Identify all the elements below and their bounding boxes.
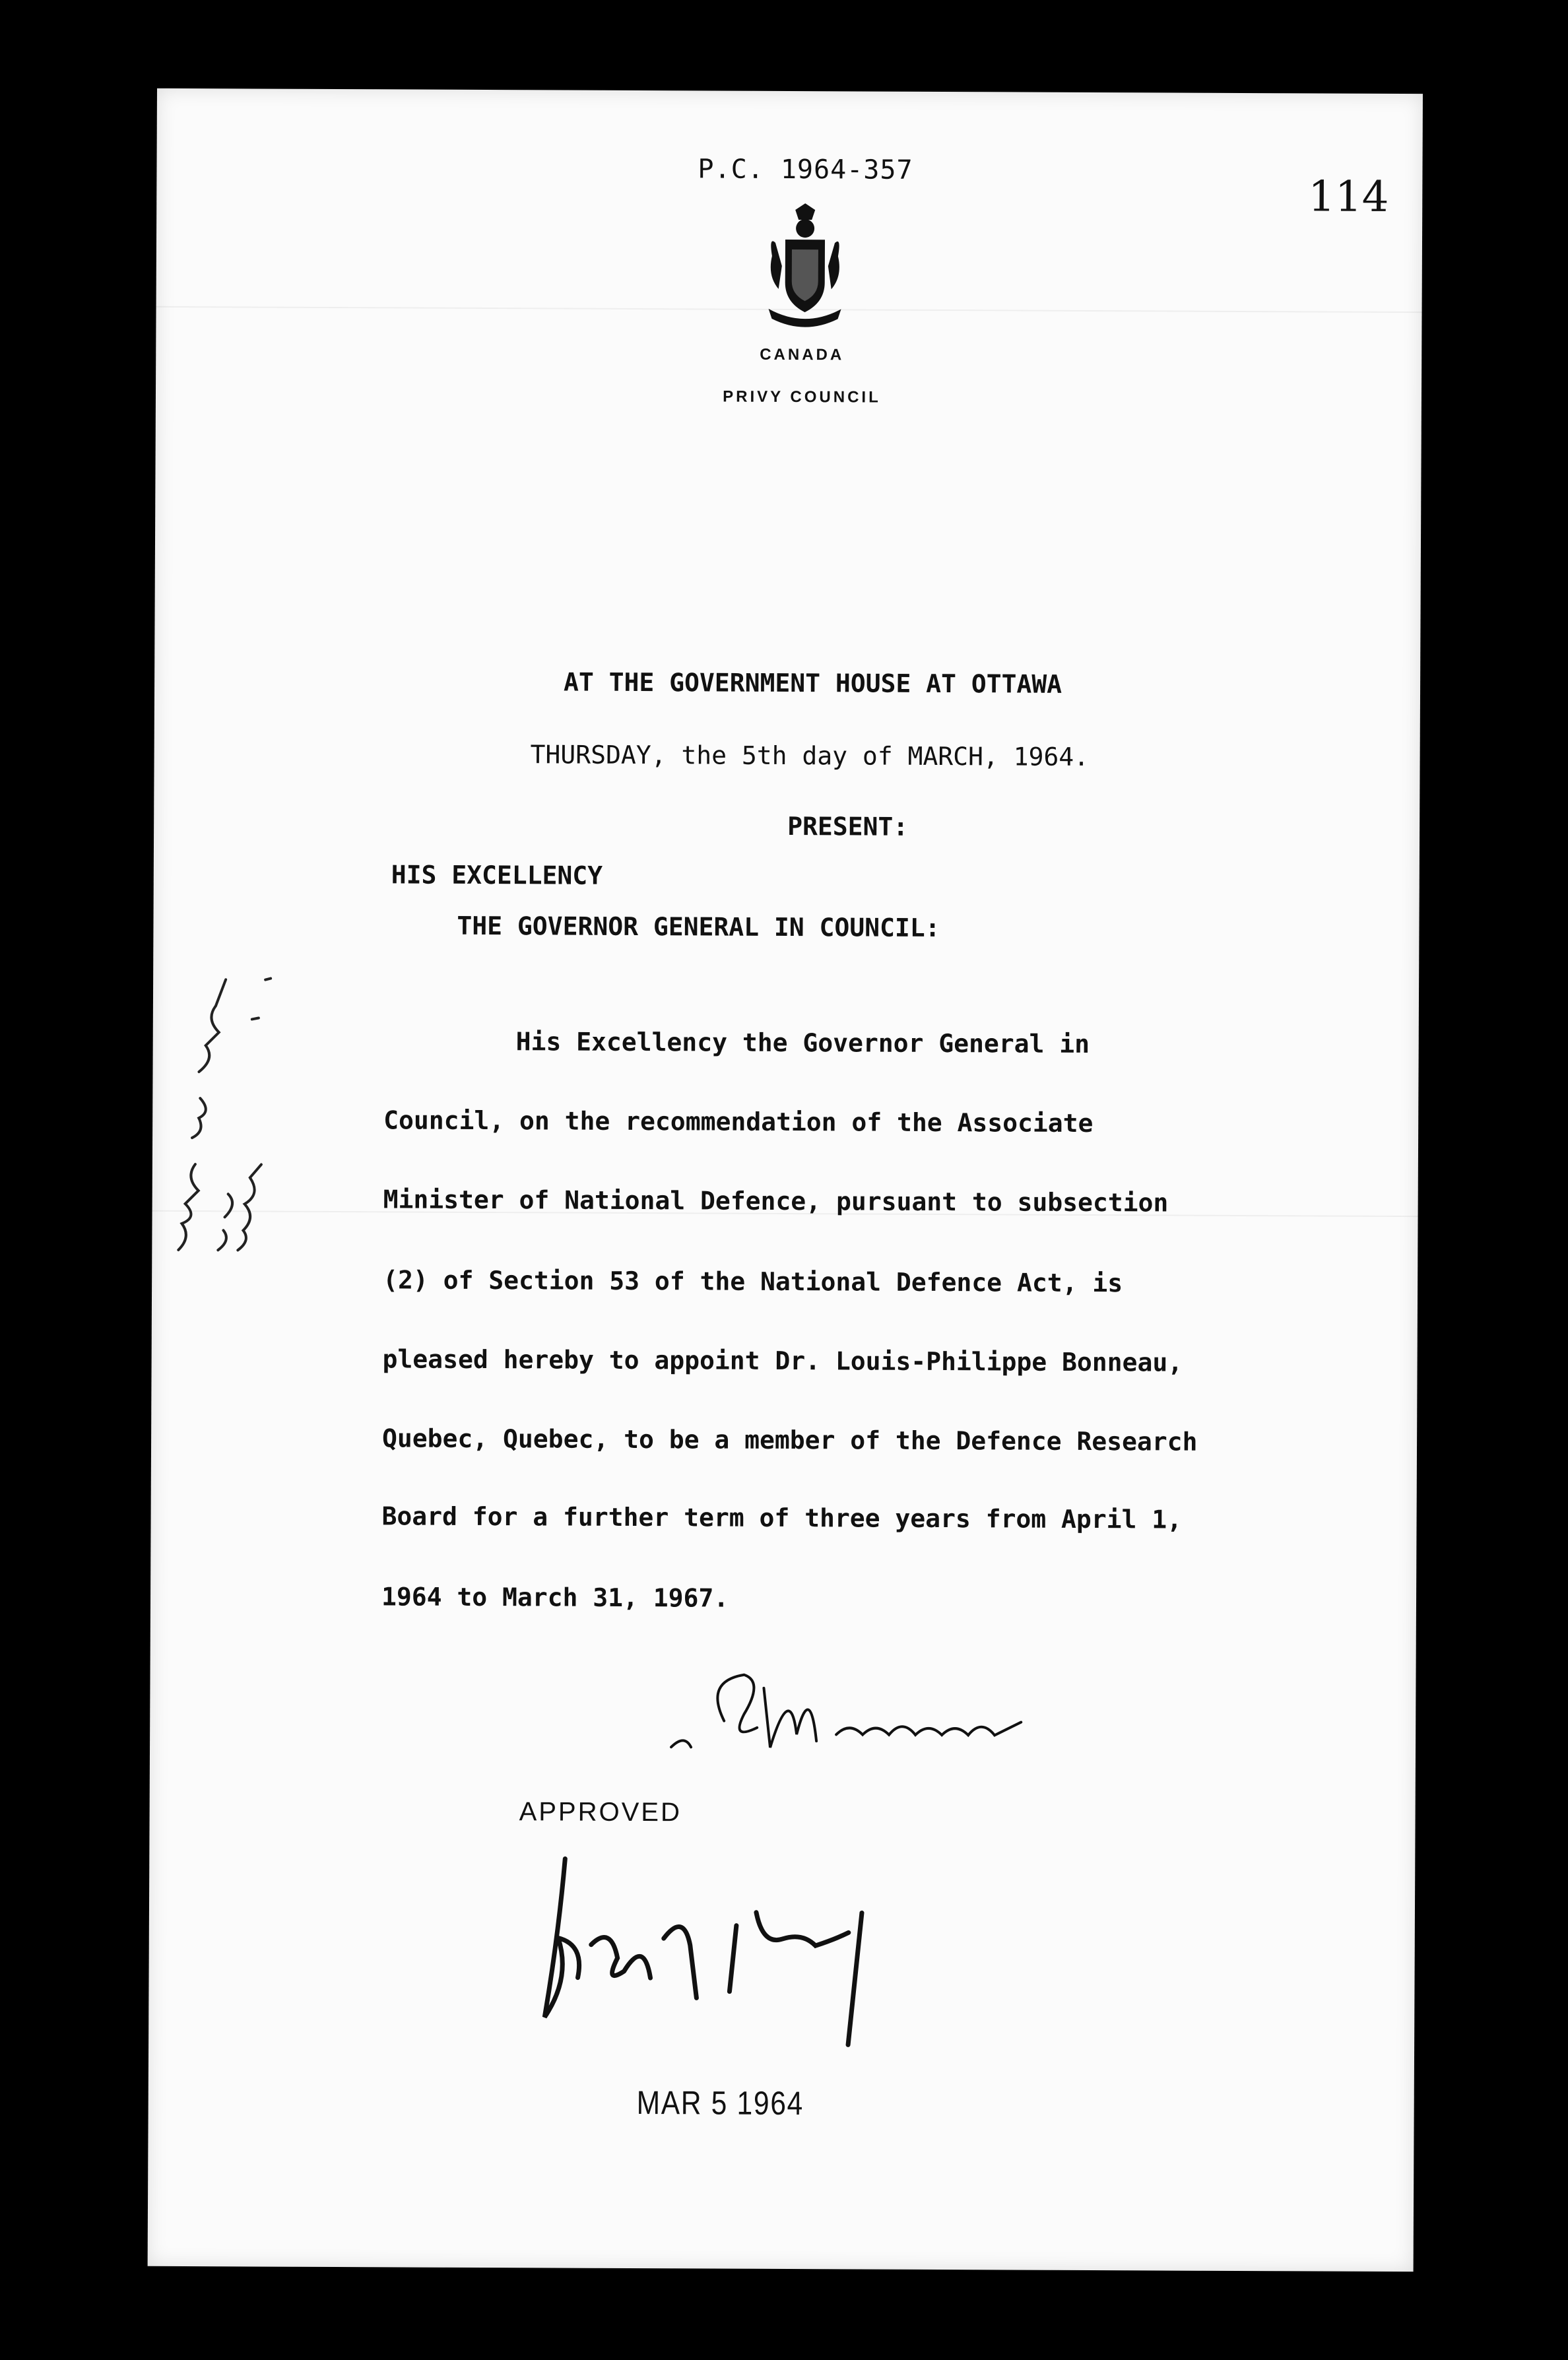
minister-signature: [665, 1655, 1035, 1775]
body-line: His Excellency the Governor General in: [515, 1027, 1090, 1059]
body-line: Minister of National Defence, pursuant to subsection: [383, 1185, 1169, 1218]
coat-of-arms-icon: [755, 203, 855, 336]
body-line: pleased hereby to appoint Dr. Louis-Philippe Bonneau,: [382, 1344, 1183, 1377]
governor-signature: [518, 1845, 888, 2058]
body-line: Council, on the recommendation of the Associate: [383, 1105, 1094, 1138]
body-line: 1964 to March 31, 1967.: [381, 1582, 729, 1613]
document-page: [148, 88, 1423, 2272]
body-line: Quebec, Quebec, to be a member of the Defence Research: [381, 1424, 1198, 1457]
pc-number: P.C. 1964-357: [698, 154, 913, 185]
body-line: Board for a further term of three years from April 1,: [381, 1501, 1183, 1534]
body-line: (2) of Section 53 of the National Defence Act, is: [383, 1265, 1123, 1298]
office-label: PRIVY COUNCIL: [723, 387, 881, 407]
meeting-date: THURSDAY, the 5th day of MARCH, 1964.: [530, 740, 1090, 771]
country-label: CANADA: [760, 345, 845, 364]
approved-label: APPROVED: [519, 1797, 682, 1827]
meeting-location: AT THE GOVERNMENT HOUSE AT OTTAWA: [563, 667, 1062, 699]
approval-date-stamp: MAR 5 1964: [636, 2084, 804, 2122]
present-label: PRESENT:: [787, 811, 909, 841]
page-number: 114: [1308, 172, 1389, 222]
handwritten-margin-notes: [152, 940, 285, 1257]
excellency-line: HIS EXCELLENCY: [391, 860, 603, 890]
governor-general-line: THE GOVERNOR GENERAL IN COUNCIL:: [457, 911, 940, 943]
